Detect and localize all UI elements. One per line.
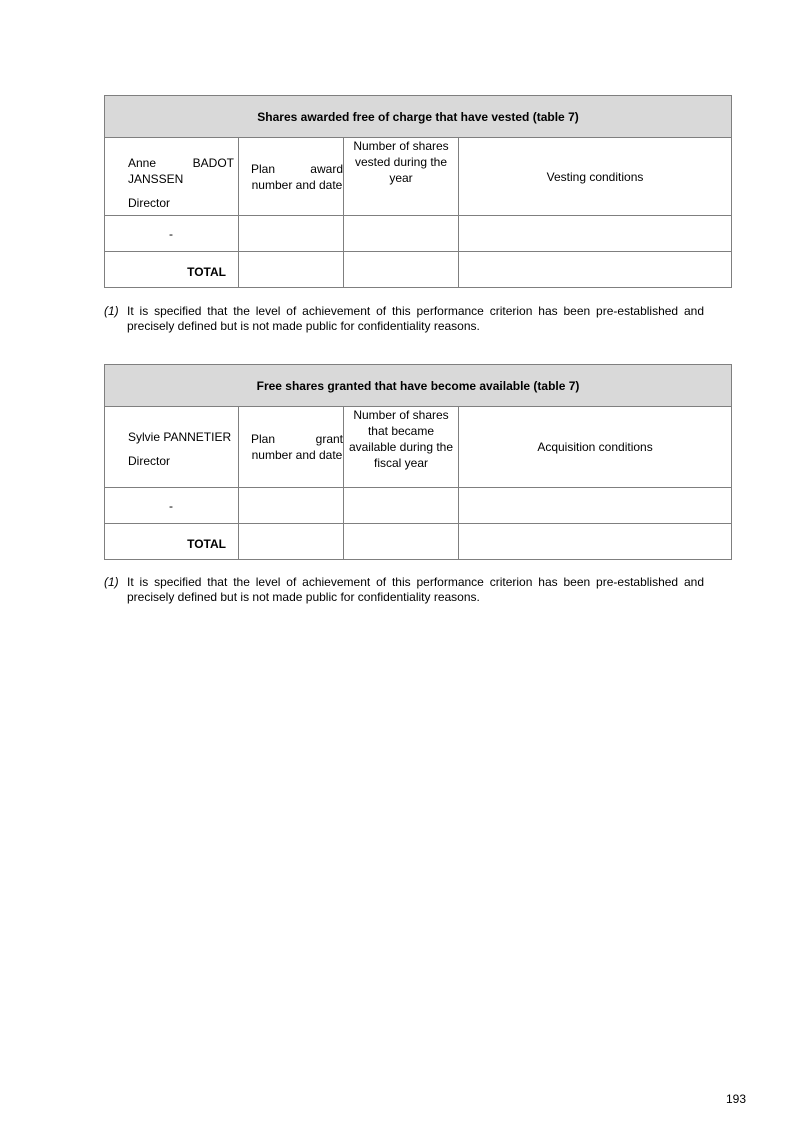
empty-cell xyxy=(239,488,344,524)
beneficiary-name: Sylvie PANNETIER xyxy=(128,430,232,444)
total-label: TOTAL xyxy=(105,524,239,560)
table-title: Shares awarded free of charge that have vested (table 7) xyxy=(105,96,732,138)
available-shares-table xyxy=(104,364,732,560)
vested-shares-table xyxy=(104,95,732,288)
beneficiary-cell xyxy=(105,407,239,488)
empty-cell xyxy=(239,524,344,560)
empty-cell xyxy=(459,216,732,252)
empty-cell xyxy=(344,216,459,252)
conditions-header-cell: Acquisition conditions xyxy=(459,407,732,488)
beneficiary-cell xyxy=(105,138,239,216)
empty-cell xyxy=(459,524,732,560)
footnote-text: It is specified that the level of achievement of this performance criterion has been pre-established and precisely defined but is not made public for confidentiality reasons. xyxy=(127,575,704,604)
row-dash: - xyxy=(105,216,239,252)
empty-cell xyxy=(239,252,344,288)
empty-cell xyxy=(344,252,459,288)
beneficiary-name-line1: Anne BADOT xyxy=(128,155,234,170)
row-dash: - xyxy=(105,488,239,524)
footnote-2 xyxy=(104,575,704,605)
empty-cell xyxy=(344,524,459,560)
footnote-number: (1) xyxy=(104,575,119,589)
footnote-number: (1) xyxy=(104,304,119,318)
shares-header-cell: Number of shares that became available during the fiscal year xyxy=(344,407,459,488)
plan-header-line2: number and date xyxy=(251,177,343,192)
plan-header-cell xyxy=(239,138,344,216)
table-title: Free shares granted that have become available (table 7) xyxy=(105,365,732,407)
plan-header-line2: number and date xyxy=(251,448,343,462)
plan-header-cell xyxy=(239,407,344,488)
beneficiary-name-line2: JANSSEN xyxy=(128,171,184,186)
empty-cell xyxy=(344,488,459,524)
footnote-text: It is specified that the level of achievement of this performance criterion has been pre-established and precisely defined but is not made public for confidentiality reasons. xyxy=(127,304,704,333)
plan-header-line1: Plan grant xyxy=(251,432,343,446)
beneficiary-role: Director xyxy=(128,195,171,210)
total-label: TOTAL xyxy=(105,252,239,288)
empty-cell xyxy=(459,252,732,288)
empty-cell xyxy=(459,488,732,524)
plan-header-line1: Plan award xyxy=(251,161,343,176)
beneficiary-role: Director xyxy=(128,454,171,468)
footnote-1 xyxy=(104,304,704,334)
conditions-header-cell: Vesting conditions xyxy=(459,138,732,216)
shares-header-cell: Number of shares vested during the year xyxy=(344,138,459,216)
empty-cell xyxy=(239,216,344,252)
page-number: 193 xyxy=(726,1092,747,1106)
